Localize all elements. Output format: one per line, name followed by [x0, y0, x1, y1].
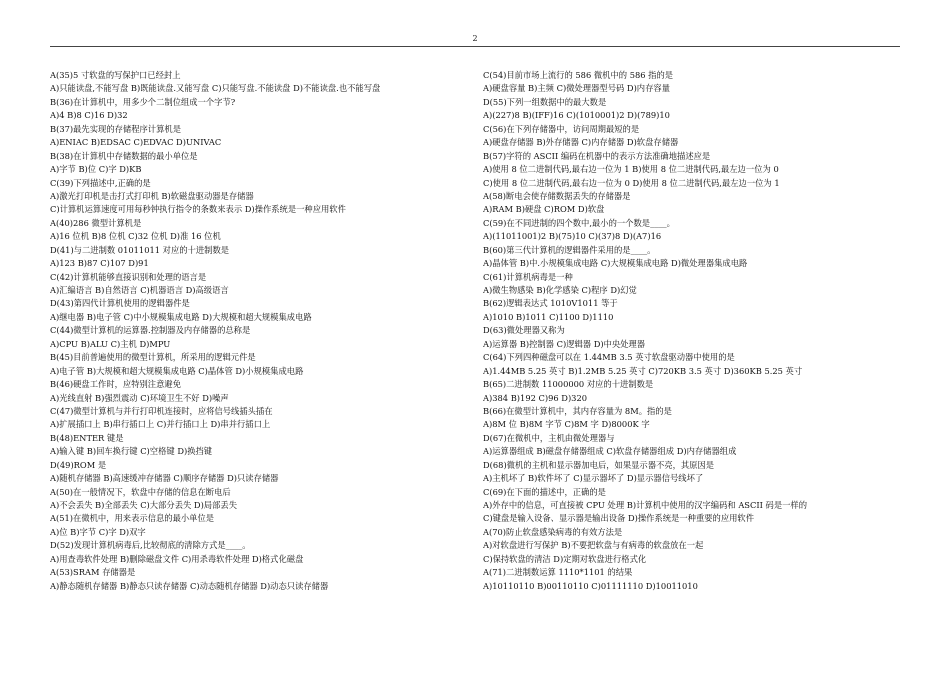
text-line: A)运算器组成 B)磁盘存储器组成 C)软盘存储器组成 D)内存储器组成	[483, 446, 737, 457]
text-line: B(37)最先实现的存储程序计算机是	[50, 123, 181, 134]
text-line: A)使用 8 位二进制代码,最右边一位为 1 B)使用 8 位二进制代码,最左边一位为 0	[483, 164, 779, 175]
text-line: C)键盘是输入设备、显示器是输出设备 D)操作系统是一种重要的应用软件	[483, 513, 755, 524]
text-line: C(44)微型计算机的运算器.控制器及内存储器的总称是	[50, 325, 251, 336]
text-line: A)1.44MB 5.25 英寸 B)1.2MB 5.25 英寸 C)720KB 3.5 英寸 D)360KB 5.25 英寸	[483, 365, 803, 376]
text-line: C)保持软盘的清洁 D)定期对软盘进行格式化	[483, 553, 647, 564]
text-line: B(57)字符的 ASCII 编码在机器中的表示方法准确地描述应是	[483, 150, 711, 161]
text-line: C(61)计算机病毒是一种	[483, 271, 573, 282]
text-line: A(58)断电会使存储数据丢失的存储器是	[483, 190, 631, 201]
text-line: A)电子管 B)大规模和超大规模集成电路 C)晶体管 D)小规模集成电路	[50, 365, 304, 376]
text-line: A)(227)8 B)(IFF)16 C)(1010001)2 D)(789)10	[483, 110, 670, 121]
text-line: B(66)在微型计算机中，其内存容量为 8M。指的是	[483, 405, 672, 416]
text-line: A)微生物感染 B)化学感染 C)程序 D)幻觉	[483, 285, 637, 295]
text-line: D(55)下列一组数据中的最大数是	[483, 96, 607, 107]
right-column	[483, 69, 913, 593]
text-line: A)晶体管 B)中.小规模集成电路 C)大规模集成电路 D)微处理器集成电路	[483, 258, 748, 269]
text-line: A(71)二进制数运算 1110*1101 的结果	[483, 567, 633, 578]
text-line: B(46)硬盘工作时，应特别注意避免	[50, 379, 181, 390]
text-line: A)位 B)字节 C)字 D)双字	[50, 526, 146, 537]
text-line: A)ENIAC B)EDSAC C)EDVAC D)UNIVAC	[50, 137, 222, 148]
text-line: A(35)5 寸软盘的写保护口已经封上	[50, 70, 181, 80]
text-line: C(64)下列四种磁盘可以在 1.44MB 3.5 英寸软盘驱动器中使用的是	[483, 352, 735, 363]
text-line: A)字节 B)位 C)字 D)KB	[50, 164, 142, 175]
header-rule	[50, 46, 900, 47]
text-line: C(42)计算机能够直接识别和处理的语言是	[50, 271, 207, 282]
text-line: A)384 B)192 C)96 D)320	[483, 392, 588, 403]
text-line: B(38)在计算机中存储数据的最小单位是	[50, 150, 198, 161]
text-line: A)光线直射 B)强烈震动 C)环境卫生不好 D)噪声	[50, 392, 229, 403]
text-line: A)硬盘容量 B)主频 C)微处理器型号码 D)内存容量	[483, 83, 670, 94]
text-line: A)用查毒软件处理 B)删除磁盘文件 C)用杀毒软件处理 D)格式化磁盘	[50, 553, 304, 564]
text-line: B(48)ENTER 键是	[50, 432, 124, 443]
text-line: A)(11011001)2 B)(75)10 C)(37)8 D)(A7)16	[483, 231, 662, 242]
text-line: A)4 B)8 C)16 D)32	[50, 110, 128, 121]
text-line: A)对软盘进行写保护 B)不要把软盘与有病毒的软盘放在一起	[483, 540, 704, 551]
text-line: A(53)SRAM 存储器是	[50, 567, 136, 578]
text-line: C(39)下列描述中,正确的是	[50, 177, 151, 188]
text-line: B(65)二进制数 11000000 对应的十进制数是	[483, 379, 654, 390]
text-line: C(47)微型计算机与并行打印机连接时，应将信号线插头插在	[50, 405, 273, 416]
text-line: A)静态随机存储器 B)静态只读存储器 C)动态随机存储器 D)动态只读存储器	[50, 580, 329, 591]
text-line: A)硬盘存储器 B)外存储器 C)内存储器 D)软盘存储器	[483, 137, 679, 148]
text-line: A)随机存储器 B)高速缓冲存储器 C)顺序存储器 D)只读存储器	[50, 473, 279, 484]
text-line: C)使用 8 位二进制代码,最右边一位为 0 D)使用 8 位二进制代码,最左边一位为 1	[483, 177, 780, 188]
text-line: A(51)在微机中，用来表示信息的最小单位是	[50, 513, 215, 524]
text-line: A)8M 位 B)8M 字节 C)8M 字 D)8000K 字	[483, 419, 650, 430]
text-line: B(60)第三代计算机的逻辑器件采用的是____。	[483, 244, 656, 255]
text-line: A)CPU B)ALU C)主机 D)MPU	[50, 338, 171, 349]
left-column	[50, 69, 480, 593]
text-line: A)10110110 B)00110110 C)01111110 D)10011010	[483, 580, 698, 591]
text-line: D(49)ROM 是	[50, 459, 107, 470]
text-line: A)16 位机 B)8 位机 C)32 位机 D)准 16 位机	[50, 231, 221, 242]
text-line: A)RAM B)硬盘 C)ROM D)软盘	[483, 204, 605, 215]
text-line: D(41)与二进制数 01011011 对应的十进制数是	[50, 244, 230, 255]
text-line: A)激光打印机是击打式打印机 B)软磁盘驱动器是存储器	[50, 190, 254, 201]
text-line: A)不会丢失 B)全部丢失 C)大部分丢失 D)局部丢失	[50, 500, 237, 510]
text-line: A(40)286 微型计算机是	[50, 217, 142, 228]
text-line: A(70)防止软盘感染病毒的有效方法是	[483, 526, 623, 537]
text-line: C(59)在不同进制的四个数中,最小的一个数是____。	[483, 217, 675, 228]
text-line: B(36)在计算机中，用多少个二制位组成一个字节?	[50, 96, 236, 107]
text-line: A)1010 B)1011 C)1100 D)1110	[483, 311, 614, 322]
text-line: C)计算机运算速度可用每秒钟执行指令的条数来表示 D)操作系统是一种应用软件	[50, 204, 346, 215]
text-line: D(43)第四代计算机使用的逻辑器件是	[50, 298, 190, 309]
text-line: C(56)在下列存储器中，访问周期最短的是	[483, 123, 640, 134]
text-line: D(63)微处理器又称为	[483, 325, 565, 336]
text-line: A)只能读盘,不能写盘 B)既能读盘.又能写盘 C)只能写盘.不能读盘 D)不能读盘.也不能写盘	[50, 83, 381, 94]
text-line: A)扩展插口上 B)串行插口上 C)并行插口上 D)串并行插口上	[50, 419, 271, 430]
text-line: A)外存中的信息，可直接被 CPU 处理 B)计算机中使用的汉字编码和 ASCII 码是一样的	[483, 500, 808, 510]
text-line: D(67)在微机中，主机由微处理器与	[483, 432, 615, 443]
text-line: A)123 B)87 C)107 D)91	[50, 258, 149, 269]
text-line: A)运算器 B)控制器 C)逻辑器 D)中央处理器	[483, 338, 646, 349]
text-line: B(45)目前普遍使用的微型计算机，所采用的逻辑元件是	[50, 352, 256, 363]
text-line: D(52)发现计算机病毒后,比较彻底的清除方式是____。	[50, 540, 251, 551]
text-line: B(62)逻辑表达式 1010V1011 等于	[483, 298, 618, 309]
text-line: A)继电器 B)电子管 C)中小规模集成电路 D)大规模和超大规模集成电路	[50, 311, 312, 322]
text-line: A)汇编语言 B)自然语言 C)机器语言 D)高级语言	[50, 285, 229, 295]
text-line: A)主机坏了 B)软件坏了 C)显示器坏了 D)显示器信号线坏了	[483, 473, 704, 484]
page-number: 2	[472, 34, 478, 43]
text-line: D(68)微机的主机和显示器加电后，如果显示器不亮，其原因是	[483, 459, 715, 470]
text-line: A)输入键 B)回车换行键 C)空格键 D)换挡键	[50, 446, 213, 457]
text-line: A(50)在一般情况下，软盘中存储的信息在断电后	[50, 486, 231, 497]
text-line: C(69)在下面的描述中，正确的是	[483, 486, 606, 497]
text-line: C(54)目前市场上流行的 586 微机中的 586 指的是	[483, 70, 674, 80]
